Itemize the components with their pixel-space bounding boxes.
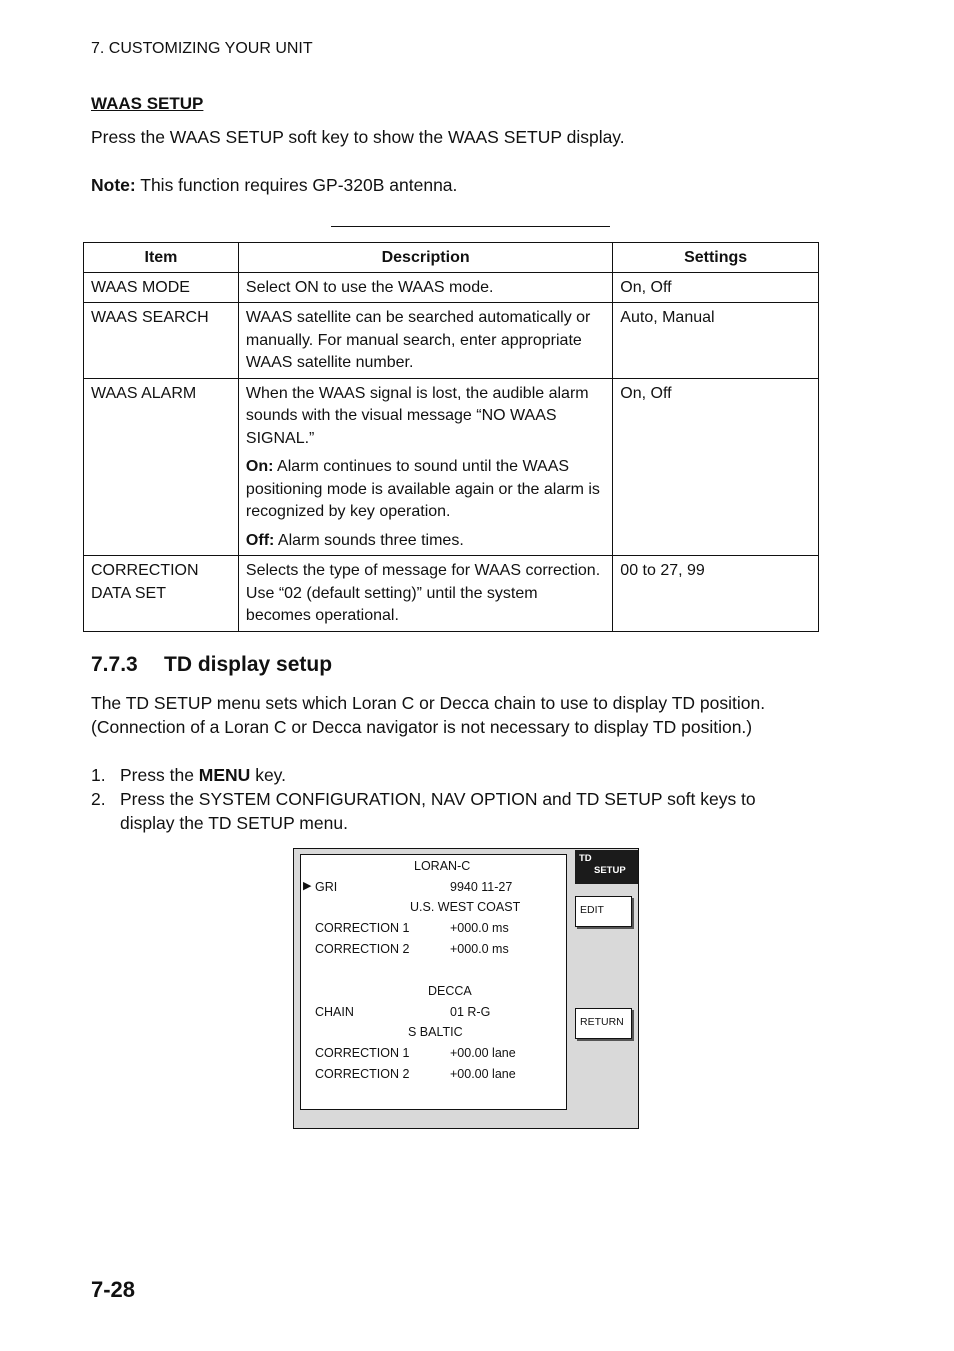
header-item: Item — [84, 243, 239, 273]
section-number: 7.7.3 — [91, 653, 138, 676]
loran-chain-name: U.S. WEST COAST — [410, 900, 521, 914]
alarm-off-description — [246, 530, 605, 553]
td-intro — [91, 691, 831, 739]
td-setup-screen — [293, 848, 639, 1129]
section-heading — [91, 653, 332, 677]
return-softkey[interactable]: RETURN — [575, 1008, 632, 1039]
on-label: On: — [245, 458, 274, 475]
decca-header: DECCA — [428, 984, 472, 998]
row-item-line2: DATA SET — [91, 584, 166, 602]
decca-correction2-value: +00.00 lane — [450, 1067, 516, 1081]
step-text-line1: Press the SYSTEM CONFIGURATION, NAV OPTION and TD SETUP soft keys to — [120, 789, 756, 809]
step-text-line2: display the TD SETUP menu. — [120, 813, 348, 833]
table-row — [84, 272, 819, 303]
loran-correction1-label[interactable]: CORRECTION 1 — [315, 921, 410, 935]
td-intro-line1: The TD SETUP menu sets which Loran C or Decca chain to use to display TD position. — [91, 693, 766, 713]
row-item: WAAS SEARCH — [84, 303, 239, 379]
row-description — [238, 378, 612, 556]
step-key: MENU — [198, 765, 251, 785]
step-number: 1. — [91, 765, 106, 785]
softkey-title-line1: TD — [579, 853, 592, 864]
edit-softkey[interactable]: EDIT — [575, 896, 632, 927]
running-head: 7. CUSTOMIZING YOUR UNIT — [91, 40, 313, 57]
waas-intro: Press the WAAS SETUP soft key to show the WAAS SETUP display. — [91, 127, 625, 147]
row-description: Select ON to use the WAAS mode. — [238, 272, 612, 303]
row-description: WAAS satellite can be searched automatically or manually. For manual search, enter appropriate WAAS satellite number. — [238, 303, 612, 379]
loran-correction1-value: +000.0 ms — [450, 921, 509, 935]
table-row — [84, 303, 819, 379]
table-header-row — [84, 243, 819, 273]
row-settings: On, Off — [613, 378, 819, 556]
decca-chain-name: S BALTIC — [408, 1025, 463, 1039]
chain-value: 01 R-G — [450, 1005, 491, 1019]
row-settings: Auto, Manual — [613, 303, 819, 379]
alarm-on-description — [246, 456, 605, 524]
note-label: Note: — [91, 175, 136, 195]
row-item-line1: CORRECTION — [91, 562, 199, 579]
waas-settings-table — [83, 242, 819, 632]
section-title: TD display setup — [164, 653, 333, 676]
row-item — [84, 556, 239, 632]
waas-setup-title: WAAS SETUP — [91, 94, 204, 113]
display-placeholder-rule — [331, 226, 610, 227]
list-item — [91, 787, 831, 835]
softkey-menu-title — [575, 850, 638, 884]
cursor-arrow-icon: ▶ — [303, 880, 312, 892]
table-row — [84, 556, 819, 632]
steps-list — [91, 763, 831, 835]
row-description: Selects the type of message for WAAS correction. Use “02 (default setting)” until the system becomes operational. — [238, 556, 612, 632]
list-item — [91, 763, 831, 787]
decca-correction1-label[interactable]: CORRECTION 1 — [315, 1046, 410, 1060]
off-label: Off: — [245, 531, 275, 549]
chain-label[interactable]: CHAIN — [315, 1005, 354, 1019]
note-text: This function requires GP-320B antenna. — [135, 175, 458, 195]
loran-correction2-value: +000.0 ms — [450, 942, 509, 956]
step-text-post: key. — [250, 765, 286, 785]
td-intro-line2: (Connection of a Loran C or Decca navigator is not necessary to display TD position.) — [91, 717, 753, 737]
loran-correction2-label[interactable]: CORRECTION 2 — [315, 942, 410, 956]
alarm-description: When the WAAS signal is lost, the audible alarm sounds with the visual message “NO WAAS SIGNAL.” — [245, 384, 589, 447]
page-number: 7-28 — [91, 1277, 136, 1302]
step-text-pre: Press the — [120, 765, 199, 785]
td-setup-menu — [300, 854, 567, 1110]
on-text: Alarm continues to sound until the WAAS positioning mode is available again or the alarm is recognized by key operation. — [245, 458, 600, 520]
row-settings: On, Off — [613, 272, 819, 303]
decca-correction1-value: +00.00 lane — [450, 1046, 516, 1060]
waas-note — [91, 173, 457, 197]
table-row — [84, 378, 819, 556]
row-item: WAAS ALARM — [84, 378, 239, 556]
row-settings: 00 to 27, 99 — [613, 556, 819, 632]
gri-value: 9940 11-27 — [450, 880, 513, 894]
loran-c-header: LORAN-C — [414, 859, 471, 873]
off-text: Alarm sounds three times. — [274, 531, 464, 549]
row-item: WAAS MODE — [84, 272, 239, 303]
header-description: Description — [238, 243, 612, 273]
step-number: 2. — [91, 789, 106, 809]
gri-label[interactable]: GRI — [315, 880, 338, 894]
decca-correction2-label[interactable]: CORRECTION 2 — [315, 1067, 410, 1081]
softkey-title-line2: SETUP — [594, 865, 626, 876]
header-settings: Settings — [613, 243, 819, 273]
